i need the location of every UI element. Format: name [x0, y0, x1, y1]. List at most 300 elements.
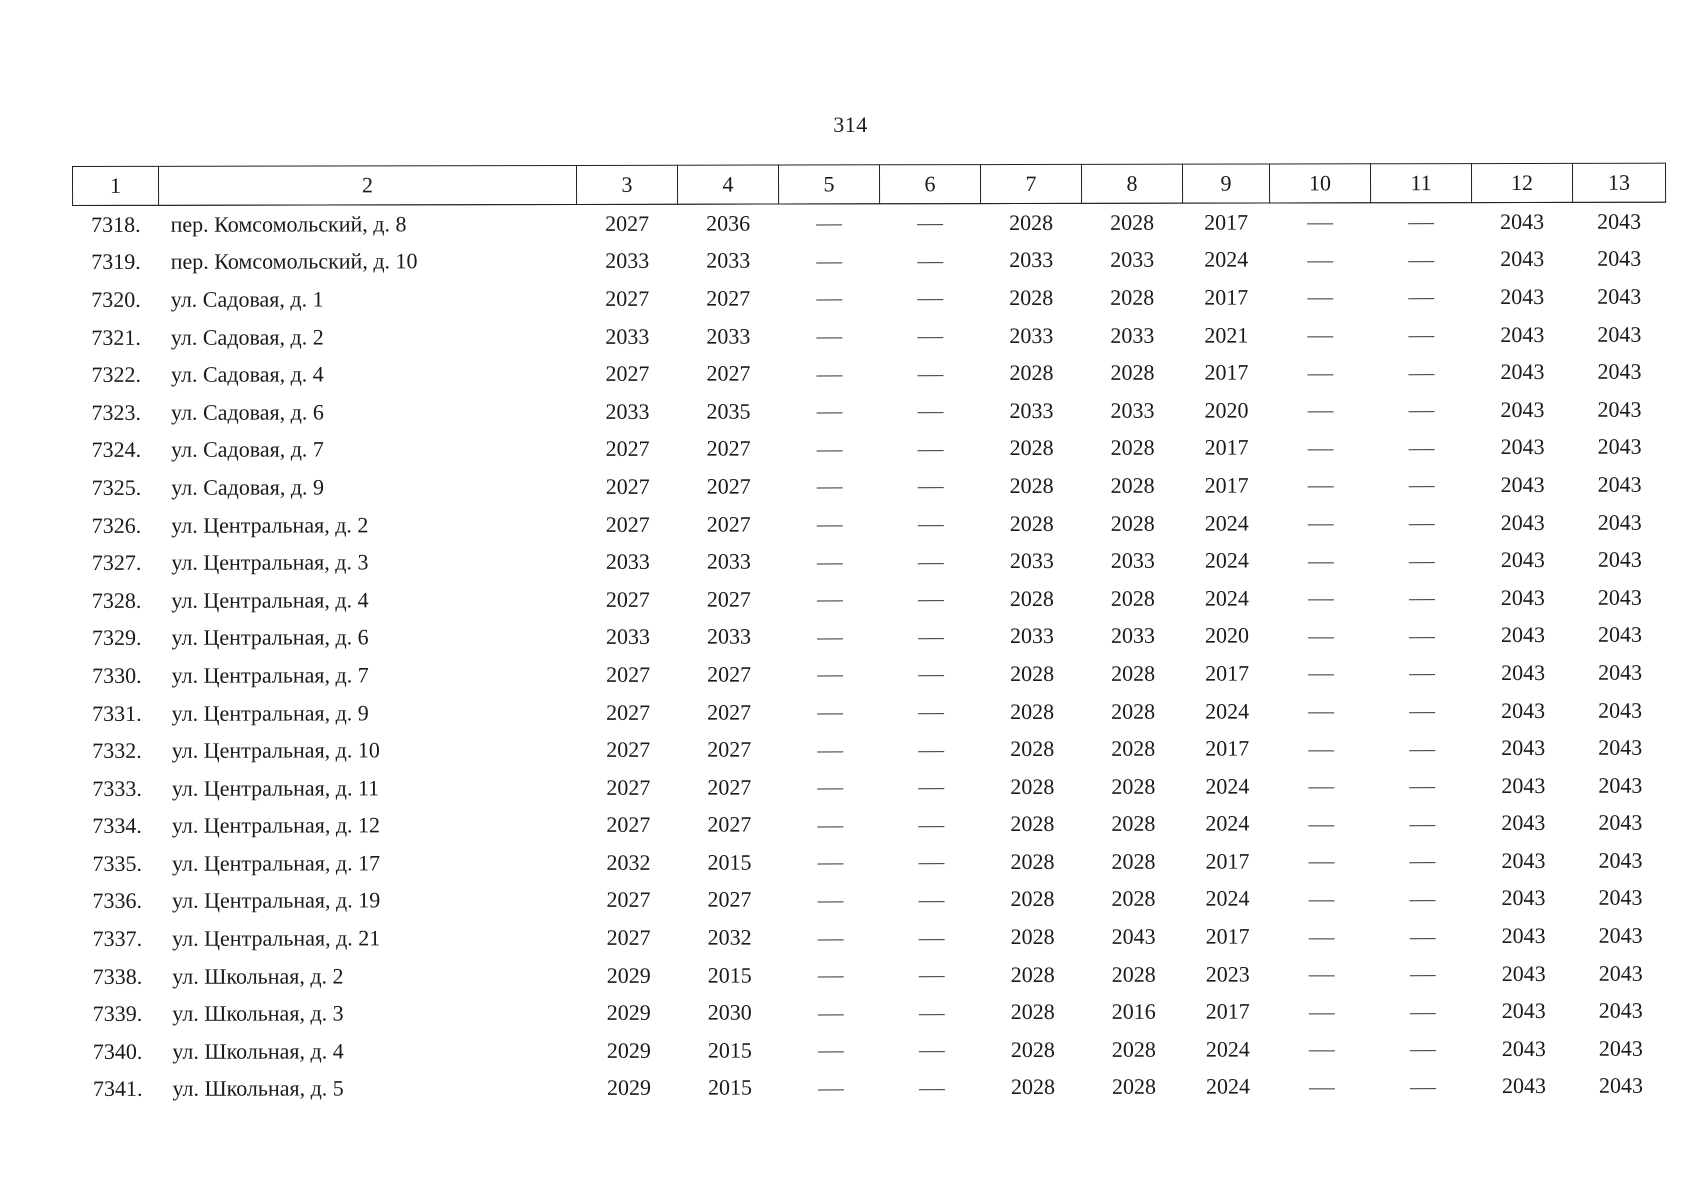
- table-row: [73, 315, 1666, 356]
- table-row: [74, 842, 1667, 883]
- year-cell: 2028: [1010, 660, 1055, 686]
- table-header: [73, 163, 1666, 205]
- row-number-cell: 7330.: [92, 662, 142, 688]
- empty-dash-cell: [1372, 805, 1473, 843]
- year-cell: 2028: [1010, 773, 1055, 799]
- empty-dash-cell: [780, 806, 881, 844]
- year-cell: 2028: [1110, 359, 1155, 385]
- row-number-cell: 7331.: [92, 700, 142, 726]
- schedule-table-container: [72, 163, 1667, 1109]
- dash-mark: [1308, 412, 1334, 413]
- empty-dash-cell: [881, 843, 982, 881]
- address-cell: ул. Центральная, д. 11: [171, 775, 380, 801]
- year-cell: 2016: [1111, 998, 1156, 1025]
- empty-dash-cell: [779, 355, 880, 393]
- column-header-2: 2: [159, 165, 577, 205]
- column-header-8: 8: [1081, 164, 1182, 203]
- year-cell: 2036: [706, 210, 751, 236]
- column-header-7: 7: [980, 164, 1081, 203]
- year-cell: 2043: [1598, 1073, 1643, 1099]
- dash-mark: [1307, 374, 1333, 375]
- year-cell: 2027: [606, 699, 651, 725]
- dash-mark: [919, 901, 945, 902]
- empty-dash-cell: [1271, 767, 1372, 805]
- empty-dash-cell: [1372, 1030, 1473, 1068]
- year-cell: 2043: [1597, 396, 1642, 422]
- dash-mark: [1409, 787, 1435, 788]
- year-cell: 2017: [1204, 472, 1249, 498]
- row-number-cell: 7329.: [91, 625, 142, 651]
- address-cell: ул. Садовая, д. 1: [170, 286, 324, 312]
- dash-mark: [1410, 1088, 1436, 1089]
- header-row: [73, 163, 1666, 205]
- dash-mark: [1307, 336, 1333, 337]
- empty-dash-cell: [780, 881, 881, 919]
- row-number-cell: 7318.: [91, 211, 141, 237]
- empty-dash-cell: [779, 242, 880, 280]
- dash-mark: [1308, 825, 1334, 826]
- year-cell: 2024: [1205, 1073, 1250, 1100]
- empty-dash-cell: [881, 918, 982, 956]
- year-cell: 2017: [1205, 735, 1250, 761]
- table-row: [73, 503, 1666, 544]
- empty-dash-cell: [1372, 955, 1473, 993]
- empty-dash-cell: [1371, 504, 1472, 542]
- dash-mark: [918, 450, 944, 451]
- dash-mark: [918, 563, 944, 564]
- year-cell: 2024: [1204, 547, 1249, 573]
- address-cell: пер. Комсомольский, д. 10: [170, 248, 418, 275]
- dash-mark: [1410, 938, 1436, 939]
- address-cell: ул. Школьная, д. 5: [172, 1075, 344, 1102]
- year-cell: 2028: [1009, 472, 1054, 498]
- year-cell: 2027: [707, 736, 752, 762]
- year-cell: 2033: [605, 548, 650, 575]
- empty-dash-cell: [880, 392, 981, 430]
- year-cell: 2033: [605, 398, 650, 424]
- empty-dash-cell: [1270, 466, 1371, 504]
- year-cell: 2043: [1597, 283, 1642, 309]
- year-cell: 2043: [1597, 509, 1642, 535]
- table-row: [74, 804, 1667, 845]
- column-header-12: 12: [1471, 163, 1572, 202]
- table-row: [73, 541, 1666, 582]
- year-cell: 2043: [1598, 1035, 1643, 1061]
- year-cell: 2028: [1010, 736, 1055, 762]
- year-cell: 2027: [707, 774, 752, 800]
- empty-dash-cell: [1271, 842, 1372, 880]
- address-cell: ул. Центральная, д. 10: [171, 737, 380, 763]
- year-cell: 2043: [1597, 471, 1642, 497]
- year-cell: 2024: [1204, 510, 1249, 536]
- empty-dash-cell: [1372, 842, 1473, 880]
- dash-mark: [918, 751, 944, 752]
- empty-dash-cell: [779, 279, 880, 317]
- dash-mark: [1308, 637, 1334, 638]
- column-header-11: 11: [1370, 164, 1471, 203]
- empty-dash-cell: [1371, 391, 1472, 429]
- empty-dash-cell: [1371, 579, 1472, 617]
- dash-mark: [1308, 750, 1334, 751]
- year-cell: 2028: [1009, 435, 1054, 461]
- year-cell: 2028: [1010, 924, 1055, 950]
- empty-dash-cell: [1270, 617, 1371, 655]
- empty-dash-cell: [1271, 805, 1372, 843]
- empty-dash-cell: [1372, 692, 1473, 730]
- empty-dash-cell: [1372, 729, 1473, 767]
- year-cell: 2027: [706, 360, 751, 386]
- year-cell: 2027: [706, 586, 751, 612]
- year-cell: 2043: [1597, 321, 1642, 347]
- year-cell: 2043: [1598, 734, 1643, 760]
- address-cell: ул. Центральная, д. 9: [171, 699, 369, 726]
- address-cell: ул. Садовая, д. 9: [171, 474, 325, 500]
- dash-mark: [1408, 336, 1434, 337]
- dash-mark: [1308, 487, 1334, 488]
- dash-mark: [1308, 788, 1334, 789]
- column-header-3: 3: [576, 165, 677, 204]
- empty-dash-cell: [779, 430, 880, 468]
- year-cell: 2029: [606, 1037, 651, 1063]
- dash-mark: [917, 300, 943, 301]
- empty-dash-cell: [1371, 278, 1472, 316]
- year-cell: 2028: [1110, 510, 1155, 536]
- empty-dash-cell: [1271, 730, 1372, 768]
- dash-mark: [817, 638, 843, 639]
- empty-dash-cell: [1372, 654, 1473, 692]
- dash-mark: [817, 525, 843, 526]
- year-cell: 2028: [1009, 284, 1054, 311]
- empty-dash-cell: [1371, 353, 1472, 391]
- empty-dash-cell: [780, 956, 881, 994]
- year-cell: 2043: [1500, 622, 1546, 648]
- year-cell: 2043: [1501, 772, 1546, 798]
- year-cell: 2028: [1110, 585, 1155, 611]
- year-cell: 2028: [1111, 961, 1156, 987]
- year-cell: 2029: [606, 962, 651, 988]
- empty-dash-cell: [880, 467, 981, 505]
- dash-mark: [918, 488, 944, 489]
- year-cell: 2024: [1204, 246, 1249, 273]
- empty-dash-cell: [881, 806, 982, 844]
- dash-mark: [917, 337, 943, 338]
- year-cell: 2028: [1009, 585, 1054, 611]
- address-cell: ул. Центральная, д. 2: [171, 511, 369, 538]
- empty-dash-cell: [1270, 579, 1371, 617]
- year-cell: 2033: [706, 548, 751, 574]
- year-cell: 2027: [606, 812, 651, 838]
- address-cell: ул. Садовая, д. 6: [170, 399, 324, 425]
- schedule-table: [72, 163, 1668, 1109]
- dash-mark: [817, 826, 843, 827]
- year-cell: 2027: [706, 511, 751, 537]
- dash-mark: [918, 676, 944, 677]
- year-cell: 2033: [1009, 623, 1055, 649]
- year-cell: 2033: [1009, 548, 1054, 574]
- empty-dash-cell: [1270, 504, 1371, 542]
- dash-mark: [1309, 1051, 1335, 1052]
- table-row: [74, 879, 1667, 920]
- dash-mark: [818, 1089, 844, 1090]
- dash-mark: [1408, 299, 1434, 300]
- empty-dash-cell: [1271, 654, 1372, 692]
- empty-dash-cell: [1372, 1068, 1473, 1106]
- year-cell: 2028: [1010, 811, 1055, 837]
- dash-mark: [1408, 261, 1434, 262]
- year-cell: 2043: [1501, 998, 1546, 1024]
- year-cell: 2021: [1204, 322, 1249, 348]
- empty-dash-cell: [779, 543, 880, 581]
- empty-dash-cell: [1372, 880, 1473, 918]
- dash-mark: [918, 713, 944, 714]
- address-cell: ул. Центральная, д. 21: [172, 925, 381, 951]
- row-number-cell: 7336.: [92, 888, 143, 914]
- year-cell: 2028: [1009, 209, 1054, 235]
- dash-mark: [918, 638, 944, 639]
- address-cell: ул. Центральная, д. 7: [171, 662, 369, 688]
- address-cell: ул. Центральная, д. 6: [171, 624, 369, 651]
- table-row: [73, 240, 1666, 281]
- dash-mark: [817, 601, 843, 602]
- year-cell: 2043: [1598, 847, 1643, 873]
- empty-dash-cell: [1371, 316, 1472, 354]
- dash-mark: [1309, 900, 1335, 901]
- dash-mark: [1409, 637, 1435, 638]
- page-number: 314: [833, 112, 868, 137]
- dash-mark: [816, 262, 842, 263]
- dash-mark: [817, 413, 843, 414]
- empty-dash-cell: [1371, 541, 1472, 579]
- year-cell: 2028: [1111, 848, 1156, 874]
- empty-dash-cell: [779, 317, 880, 355]
- empty-dash-cell: [880, 430, 981, 468]
- year-cell: 2033: [605, 323, 650, 349]
- year-cell: 2043: [1501, 810, 1546, 836]
- dash-mark: [919, 1089, 945, 1090]
- address-cell: ул. Школьная, д. 2: [172, 963, 344, 989]
- table-row: [74, 691, 1667, 732]
- dash-mark: [817, 563, 843, 564]
- table-row: [74, 1067, 1667, 1108]
- empty-dash-cell: [880, 505, 981, 543]
- year-cell: 2028: [1111, 886, 1156, 912]
- year-cell: 2027: [706, 473, 751, 499]
- year-cell: 2043: [1501, 847, 1546, 873]
- dash-mark: [817, 751, 843, 752]
- year-cell: 2024: [1204, 585, 1249, 611]
- year-cell: 2043: [1598, 659, 1643, 685]
- dash-mark: [1307, 224, 1333, 225]
- row-number-cell: 7338.: [92, 963, 143, 989]
- address-cell: ул. Центральная, д. 3: [171, 549, 369, 575]
- row-number-cell: 7322.: [91, 362, 141, 388]
- dash-mark: [918, 525, 944, 526]
- empty-dash-cell: [1371, 466, 1472, 504]
- table-row: [73, 616, 1666, 657]
- year-cell: 2043: [1500, 434, 1545, 460]
- empty-dash-cell: [1271, 993, 1372, 1031]
- year-cell: 2043: [1597, 434, 1642, 460]
- empty-dash-cell: [1371, 241, 1472, 279]
- dash-mark: [818, 1052, 844, 1053]
- row-number-cell: 7327.: [91, 549, 142, 576]
- year-cell: 2043: [1500, 321, 1545, 347]
- empty-dash-cell: [1271, 692, 1372, 730]
- year-cell: 2043: [1500, 396, 1545, 422]
- year-cell: 2043: [1501, 735, 1546, 761]
- row-number-cell: 7334.: [92, 813, 142, 839]
- empty-dash-cell: [1270, 203, 1371, 241]
- row-number-cell: 7332.: [92, 737, 142, 764]
- empty-dash-cell: [1270, 354, 1371, 392]
- empty-dash-cell: [1270, 391, 1371, 429]
- year-cell: 2043: [1500, 283, 1545, 309]
- year-cell: 2027: [707, 811, 752, 837]
- address-cell: пер. Комсомольский, д. 8: [170, 211, 407, 237]
- empty-dash-cell: [881, 1031, 982, 1069]
- empty-dash-cell: [1271, 1030, 1372, 1068]
- year-cell: 2028: [1111, 735, 1156, 761]
- dash-mark: [1409, 675, 1435, 676]
- empty-dash-cell: [1270, 241, 1371, 279]
- year-cell: 2043: [1597, 358, 1642, 384]
- year-cell: 2035: [706, 398, 751, 424]
- address-cell: ул. Садовая, д. 7: [171, 436, 324, 463]
- dash-mark: [1308, 449, 1334, 450]
- dash-mark: [1409, 562, 1435, 563]
- year-cell: 2043: [1500, 208, 1545, 234]
- dash-mark: [817, 488, 843, 489]
- empty-dash-cell: [779, 505, 880, 543]
- year-cell: 2033: [1009, 247, 1054, 273]
- year-cell: 2043: [1598, 960, 1643, 986]
- year-cell: 2028: [1010, 886, 1055, 912]
- address-cell: ул. Садовая, д. 4: [170, 361, 324, 387]
- empty-dash-cell: [1270, 316, 1371, 354]
- column-header-1: 1: [73, 166, 159, 205]
- dash-mark: [818, 1014, 844, 1015]
- empty-dash-cell: [880, 279, 981, 317]
- year-cell: 2029: [606, 1000, 651, 1026]
- empty-dash-cell: [1270, 542, 1371, 580]
- empty-dash-cell: [881, 881, 982, 919]
- dash-mark: [818, 939, 844, 940]
- year-cell: 2043: [1598, 697, 1643, 723]
- row-number-cell: 7337.: [92, 925, 143, 952]
- table-row: [74, 917, 1667, 958]
- year-cell: 2027: [605, 436, 650, 462]
- table-row: [73, 353, 1666, 394]
- year-cell: 2017: [1204, 209, 1249, 235]
- year-cell: 2028: [1010, 698, 1055, 724]
- year-cell: 2027: [606, 924, 651, 950]
- year-cell: 2027: [605, 285, 650, 311]
- empty-dash-cell: [881, 693, 982, 731]
- empty-dash-cell: [881, 1069, 982, 1107]
- empty-dash-cell: [1372, 917, 1473, 955]
- year-cell: 2028: [1111, 773, 1156, 799]
- column-header-5: 5: [778, 165, 879, 204]
- empty-dash-cell: [881, 730, 982, 768]
- address-cell: ул. Школьная, д. 4: [172, 1038, 344, 1064]
- dash-mark: [1408, 223, 1434, 224]
- empty-dash-cell: [780, 731, 881, 769]
- year-cell: 2028: [1110, 472, 1155, 498]
- empty-dash-cell: [779, 204, 880, 242]
- year-cell: 2015: [707, 849, 752, 875]
- dash-mark: [1410, 1013, 1436, 1014]
- year-cell: 2017: [1204, 434, 1249, 460]
- dash-mark: [1308, 675, 1334, 676]
- row-number-cell: 7328.: [91, 587, 142, 613]
- year-cell: 2043: [1598, 810, 1643, 836]
- empty-dash-cell: [880, 542, 981, 580]
- year-cell: 2015: [707, 962, 752, 988]
- row-number-cell: 7341.: [92, 1076, 143, 1102]
- empty-dash-cell: [1371, 203, 1472, 241]
- row-number-cell: 7325.: [91, 474, 142, 500]
- year-cell: 2033: [1110, 397, 1155, 423]
- dash-mark: [1409, 487, 1435, 488]
- year-cell: 2017: [1205, 923, 1250, 949]
- year-cell: 2032: [606, 849, 651, 875]
- year-cell: 2043: [1598, 997, 1643, 1024]
- year-cell: 2030: [707, 999, 752, 1025]
- dash-mark: [919, 1051, 945, 1052]
- year-cell: 2043: [1501, 1035, 1546, 1061]
- year-cell: 2033: [706, 247, 751, 274]
- empty-dash-cell: [881, 956, 982, 994]
- dash-mark: [1409, 599, 1435, 600]
- year-cell: 2027: [707, 699, 752, 725]
- empty-dash-cell: [780, 994, 881, 1032]
- dash-mark: [1309, 1088, 1335, 1089]
- year-cell: 2027: [605, 360, 650, 387]
- table-body: [73, 202, 1668, 1108]
- empty-dash-cell: [1271, 880, 1372, 918]
- year-cell: 2043: [1501, 697, 1546, 723]
- year-cell: 2028: [1010, 1074, 1055, 1100]
- empty-dash-cell: [1371, 617, 1472, 655]
- dash-mark: [1308, 712, 1334, 713]
- year-cell: 2029: [606, 1075, 651, 1101]
- year-cell: 2028: [1110, 284, 1155, 310]
- empty-dash-cell: [780, 693, 881, 731]
- dash-mark: [918, 864, 944, 865]
- dash-mark: [818, 901, 844, 902]
- dash-mark: [1409, 825, 1435, 826]
- empty-dash-cell: [880, 242, 981, 280]
- address-cell: ул. Школьная, д. 3: [172, 1000, 344, 1027]
- row-number-cell: 7323.: [91, 399, 142, 425]
- dash-mark: [816, 337, 842, 338]
- year-cell: 2028: [1111, 1036, 1156, 1062]
- year-cell: 2033: [1110, 547, 1155, 573]
- year-cell: 2027: [606, 887, 651, 913]
- table-row: [74, 767, 1667, 808]
- year-cell: 2043: [1500, 246, 1545, 272]
- year-cell: 2033: [1110, 322, 1155, 348]
- year-cell: 2027: [605, 210, 650, 236]
- year-cell: 2028: [1111, 660, 1156, 686]
- empty-dash-cell: [880, 317, 981, 355]
- year-cell: 2027: [706, 435, 751, 462]
- year-cell: 2023: [1205, 961, 1250, 987]
- dash-mark: [816, 225, 842, 226]
- dash-mark: [817, 864, 843, 865]
- year-cell: 2028: [1010, 848, 1055, 874]
- empty-dash-cell: [1372, 993, 1473, 1031]
